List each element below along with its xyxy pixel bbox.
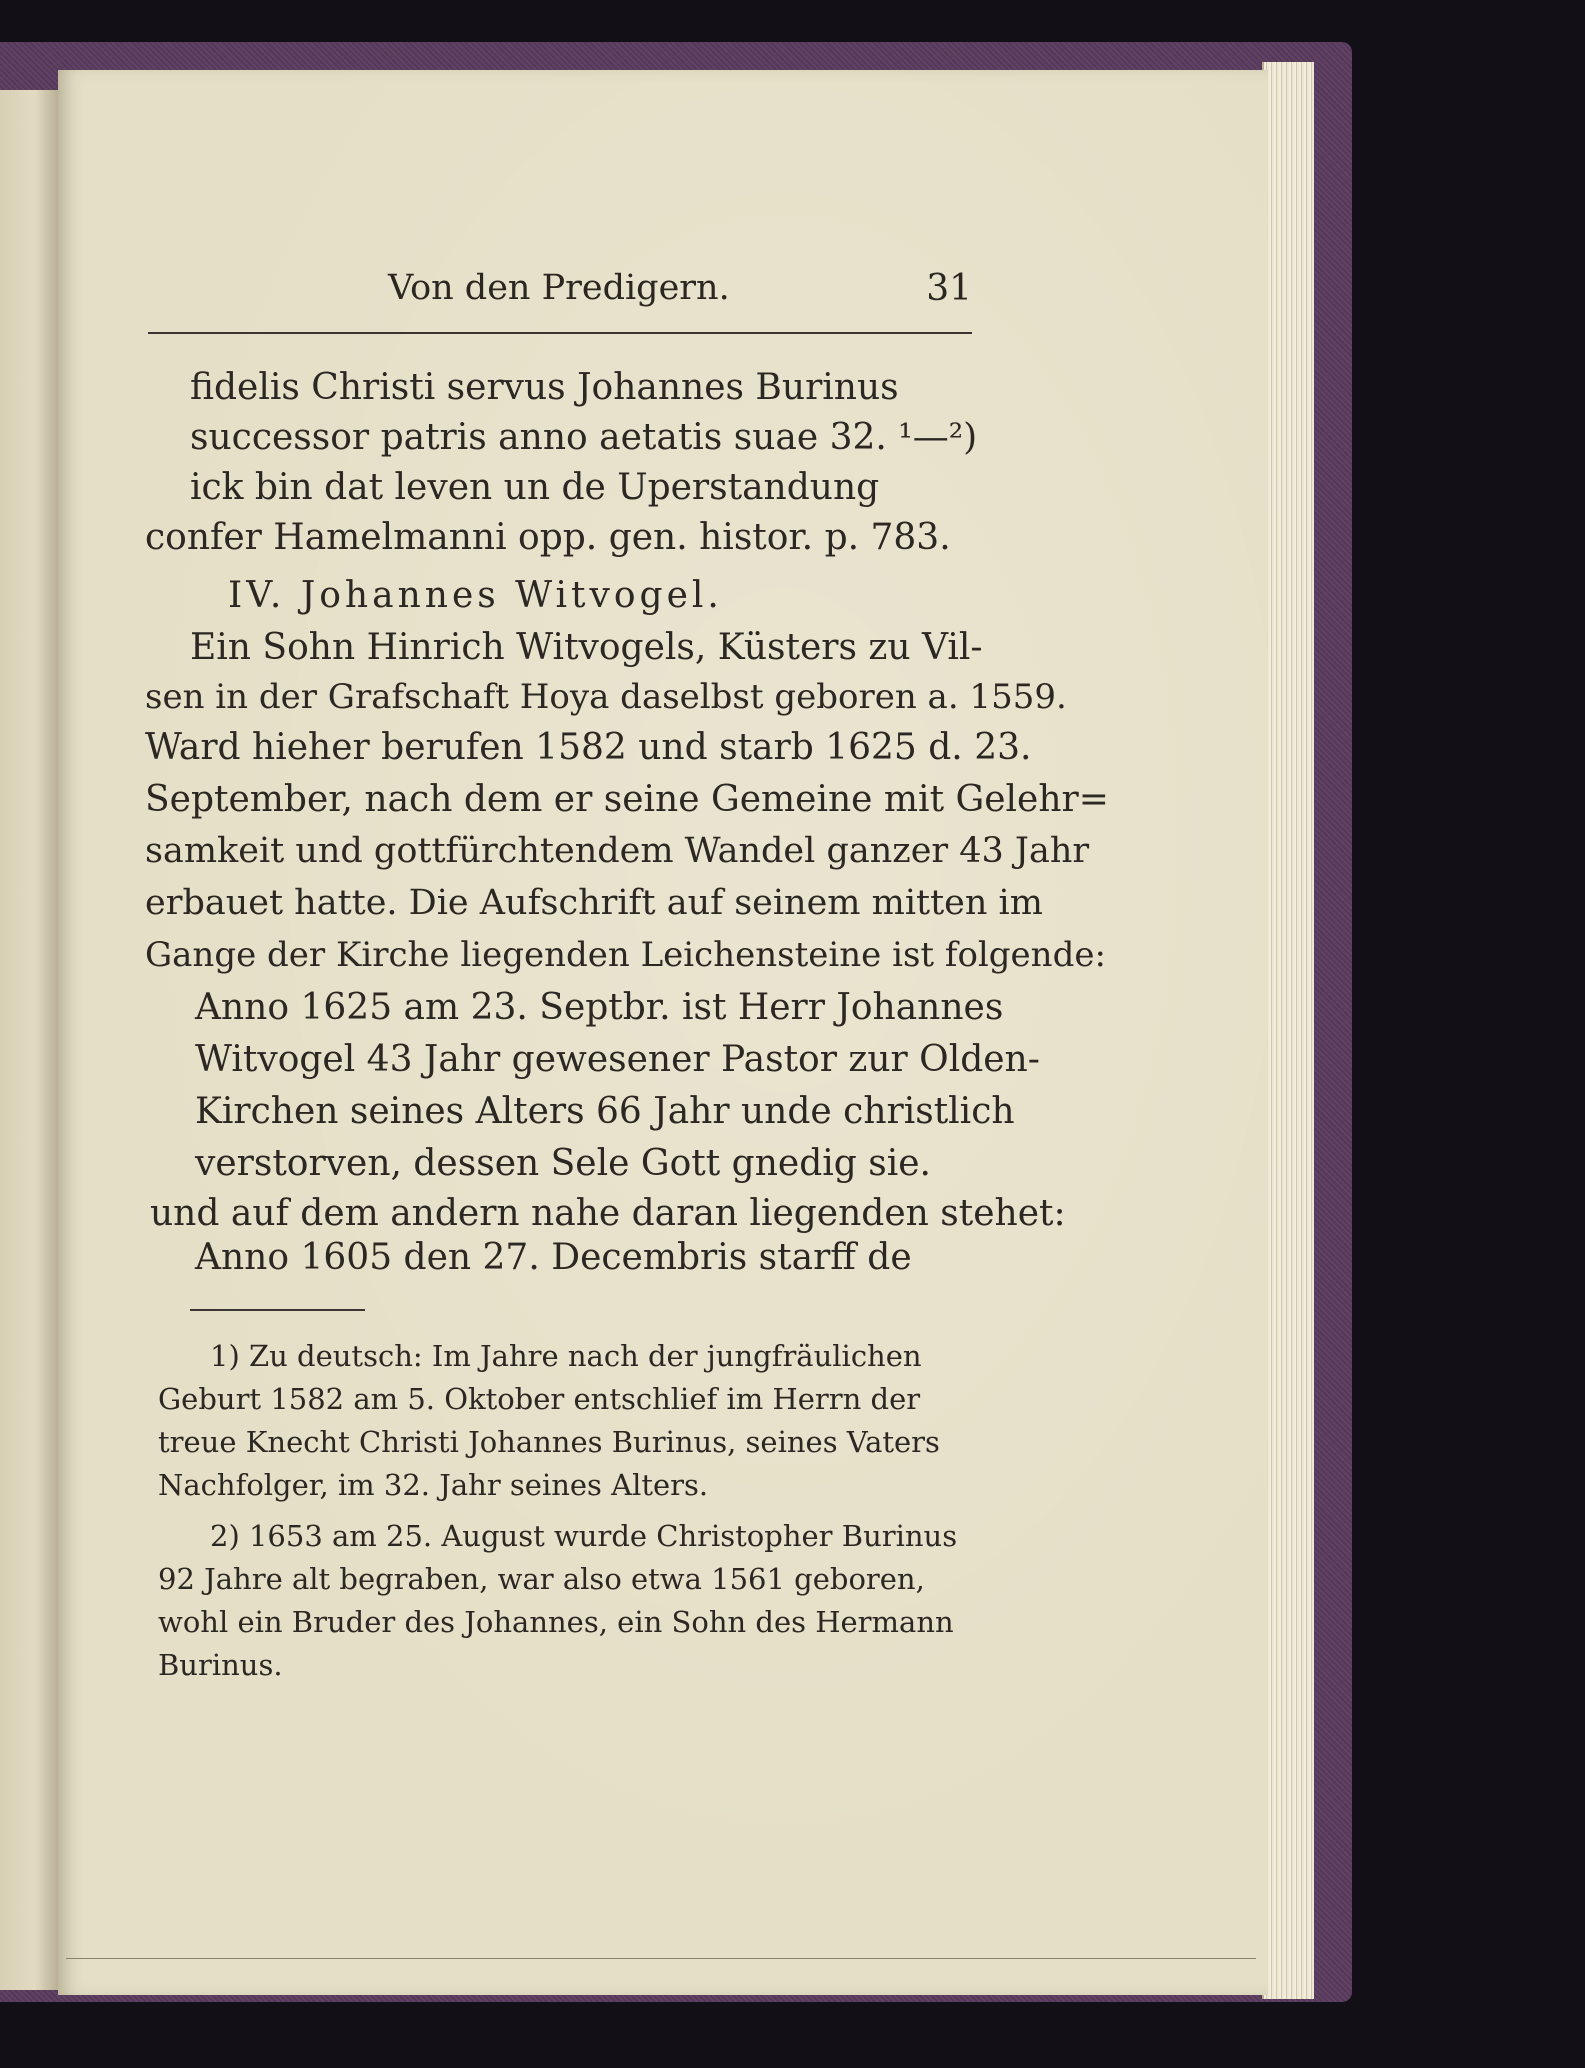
body-line: Ein Sohn Hinrich Witvogels, Küsters zu Vil- bbox=[190, 627, 983, 668]
footnote-divider bbox=[190, 1309, 365, 1311]
inscription-line: Witvogel 43 Jahr gewesener Pastor zur Olden- bbox=[195, 1039, 1040, 1080]
footnote-line: wohl ein Bruder des Johannes, ein Sohn des Hermann bbox=[158, 1605, 954, 1639]
body-line: und auf dem andern nahe daran liegenden stehet: bbox=[150, 1193, 1066, 1234]
body-line: erbauet hatte. Die Aufschrift auf seinem mitten im bbox=[145, 883, 1043, 923]
body-line: successor patris anno aetatis suae 32. ¹—²) bbox=[190, 417, 978, 458]
inscription-line: verstorven, dessen Sele Gott gnedig sie. bbox=[195, 1143, 931, 1184]
running-head-title: Von den Predigern. bbox=[388, 268, 730, 308]
footnote-line: Nachfolger, im 32. Jahr seines Alters. bbox=[158, 1468, 709, 1502]
body-line: fidelis Christi servus Johannes Burinus bbox=[190, 367, 899, 408]
page-number: 31 bbox=[926, 268, 972, 309]
footnote-line: Geburt 1582 am 5. Oktober entschlief im Herrn der bbox=[158, 1382, 921, 1416]
running-head bbox=[148, 262, 972, 334]
page-bottom-edge bbox=[66, 1958, 1256, 1959]
body-line: September, nach dem er seine Gemeine mit Gelehr= bbox=[145, 779, 1109, 820]
inscription-line: Anno 1625 am 23. Septbr. ist Herr Johannes bbox=[195, 987, 1004, 1028]
body-line: confer Hamelmanni opp. gen. histor. p. 783. bbox=[145, 517, 951, 558]
book-page bbox=[58, 70, 1268, 1995]
inscription-line: Kirchen seines Alters 66 Jahr unde christlich bbox=[195, 1091, 1015, 1132]
footnote-line: 2) 1653 am 25. August wurde Christopher Burinus bbox=[210, 1519, 958, 1553]
footnote-line: treue Knecht Christi Johannes Burinus, seines Vaters bbox=[158, 1425, 940, 1459]
footnote-line: 92 Jahre alt begraben, war also etwa 1561 geboren, bbox=[158, 1562, 925, 1596]
body-line: Ward hieher berufen 1582 und starb 1625 d. 23. bbox=[145, 727, 1032, 768]
footnote-line: 1) Zu deutsch: Im Jahre nach der jungfräulichen bbox=[210, 1339, 922, 1373]
body-line: samkeit und gottfürchtendem Wandel ganzer 43 Jahr bbox=[145, 831, 1090, 871]
previous-page-edge bbox=[0, 90, 58, 1990]
page-stack-edges bbox=[1262, 62, 1314, 1999]
inscription-line: Anno 1605 den 27. Decembris starff de bbox=[195, 1237, 912, 1278]
section-heading: IV. Johannes Witvogel. bbox=[228, 575, 723, 616]
body-line: sen in der Grafschaft Hoya daselbst geboren a. 1559. bbox=[145, 677, 1067, 717]
body-line: Gange der Kirche liegenden Leichensteine ist folgende: bbox=[145, 935, 1106, 975]
body-line: ick bin dat leven un de Uperstandung bbox=[190, 467, 880, 508]
footnote-line: Burinus. bbox=[158, 1648, 283, 1682]
